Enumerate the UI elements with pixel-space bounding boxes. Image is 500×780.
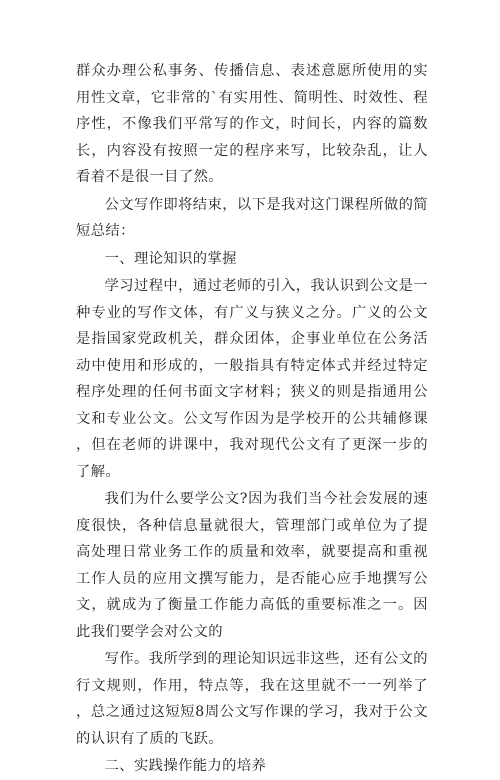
document-body [76,58,428,780]
section-heading-practice: 二、实践操作能力的培养 [104,758,267,774]
paragraph-summary-intro: 公文写作即将结束，以下是我对这门课程所做的简短总结： [76,196,428,239]
paragraph-continuation: 群众办理公私事务、传播信息、表述意愿所使用的实用性文章，它非常的`有实用性、简明性、时效性、程序性，不像我们平常写的作文，时间长，内容的篇数长，内容没有按照一定的程序来写，比较杂乱，让人看着不是很一目了然。 [76,63,428,185]
paragraph-writing-summary: 写作。我所学到的理论知识远非这些，还有公文的行文规则，作用，特点等，我在这里就不一一列举了，总之通过这短短8周公文写作课的学习，我对于公文的认识有了质的飞跃。 [76,651,428,747]
paragraph-why-study: 我们为什么要学公文?因为我们当今社会发展的速度很快，各种信息量就很大，管理部门或单位为了提高处理日常业务工作的质量和效率，就要提高和重视工作人员的应用文撰写能力，是否能心应手地撰写公文，就成为了衡量工作能力高低的重要标准之一。因此我们要学会对公文的 [76,491,428,640]
paragraph-theory-learning: 学习过程中，通过老师的引入，我认识到公文是一种专业的写作文体，有广义与狭义之分。广义的公文是指国家党政机关，群众团体，企事业单位在公务活动中使用和形成的，一般指具有特定体式并经过特定程序处理的任何书面文字材料；狭义的则是指通用公文和专业公文。公文写作因为是学校开的公共辅修课，但在老师的讲课中，我对现代公文有了更深一步的了解。 [76,278,428,480]
section-heading-theory: 一、理论知识的掌握 [104,250,237,267]
